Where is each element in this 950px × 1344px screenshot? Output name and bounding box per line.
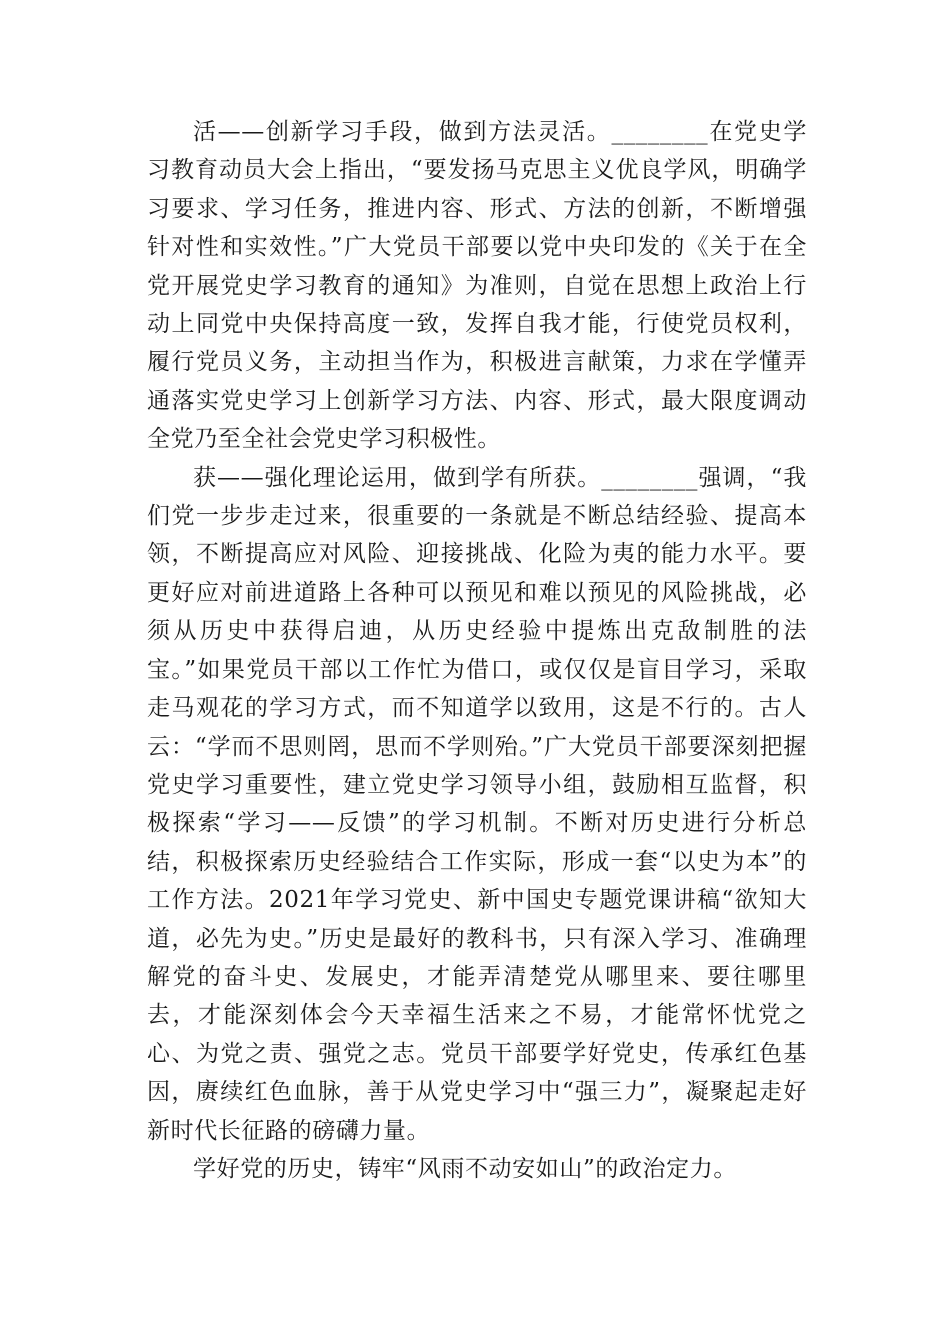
paragraph-political-resolve: 学好党的历史，铸牢“风雨不动安如山”的政治定力。 — [193, 1155, 737, 1182]
paragraph-huo-gains: 获——强化理论运用，做到学有所获。________强调，“我们党一步步走过来，很重要的一条就是不断总结经验、提高本领，不断提高应对风险、迎接挑战、化险为夷的能力水平。要更好应对前进道路上各种可以预见和难以预见的风险挑战，必须从历史中获得启迪，从历史经验中提炼出克敌制胜的法宝。”如果党员干部以工作忙为借口，或仅仅是盲目学习，采取走马观花的学习方式，而不知道学以致用，这是不行的。古人云：“学而不思则罔，思而不学则殆。”广大党员干部要深刻把握党史学习重要性，建立党史学习领导小组，鼓励相互监督，积极探索“学习——反馈”的学习机制。不断对历史进行分析总结，积极探索历史经验结合工作实际，形成一套“以史为本”的工作方法。2021年学习党史、新中国史专题党课讲稿“欲知大道，必先为史。”历史是最好的教科书，只有深入学习、准确理解党的奋斗史、发展史，才能弄清楚党从哪里来、要往哪里去，才能深刻体会今天幸福生活来之不易，才能常怀忧党之心、为党之责、强党之志。党员干部要学好党史，传承红色基因，赓续红色血脉，善于从党史学习中“强三力”，凝聚起走好新时代长征路的磅礴力量。 — [147, 464, 807, 1144]
document-page — [147, 113, 807, 1188]
paragraph-huo: 活——创新学习手段，做到方法灵活。________在党史学习教育动员大会上指出，“要发扬马克思主义优良学风，明确学习要求、学习任务，推进内容、形式、方法的创新，不断增强针对性和实效性。”广大党员干部要以党中央印发的《关于在全党开展党史学习教育的通知》为准则，自觉在思想上政治上行动上同党中央保持高度一致，发挥自我才能，行使党员权利，履行党员义务，主动担当作为，积极进言献策，力求在学懂弄通落实党史学习上创新学习方法、内容、形式，最大限度调动全党乃至全社会党史学习积极性。 — [147, 119, 807, 453]
